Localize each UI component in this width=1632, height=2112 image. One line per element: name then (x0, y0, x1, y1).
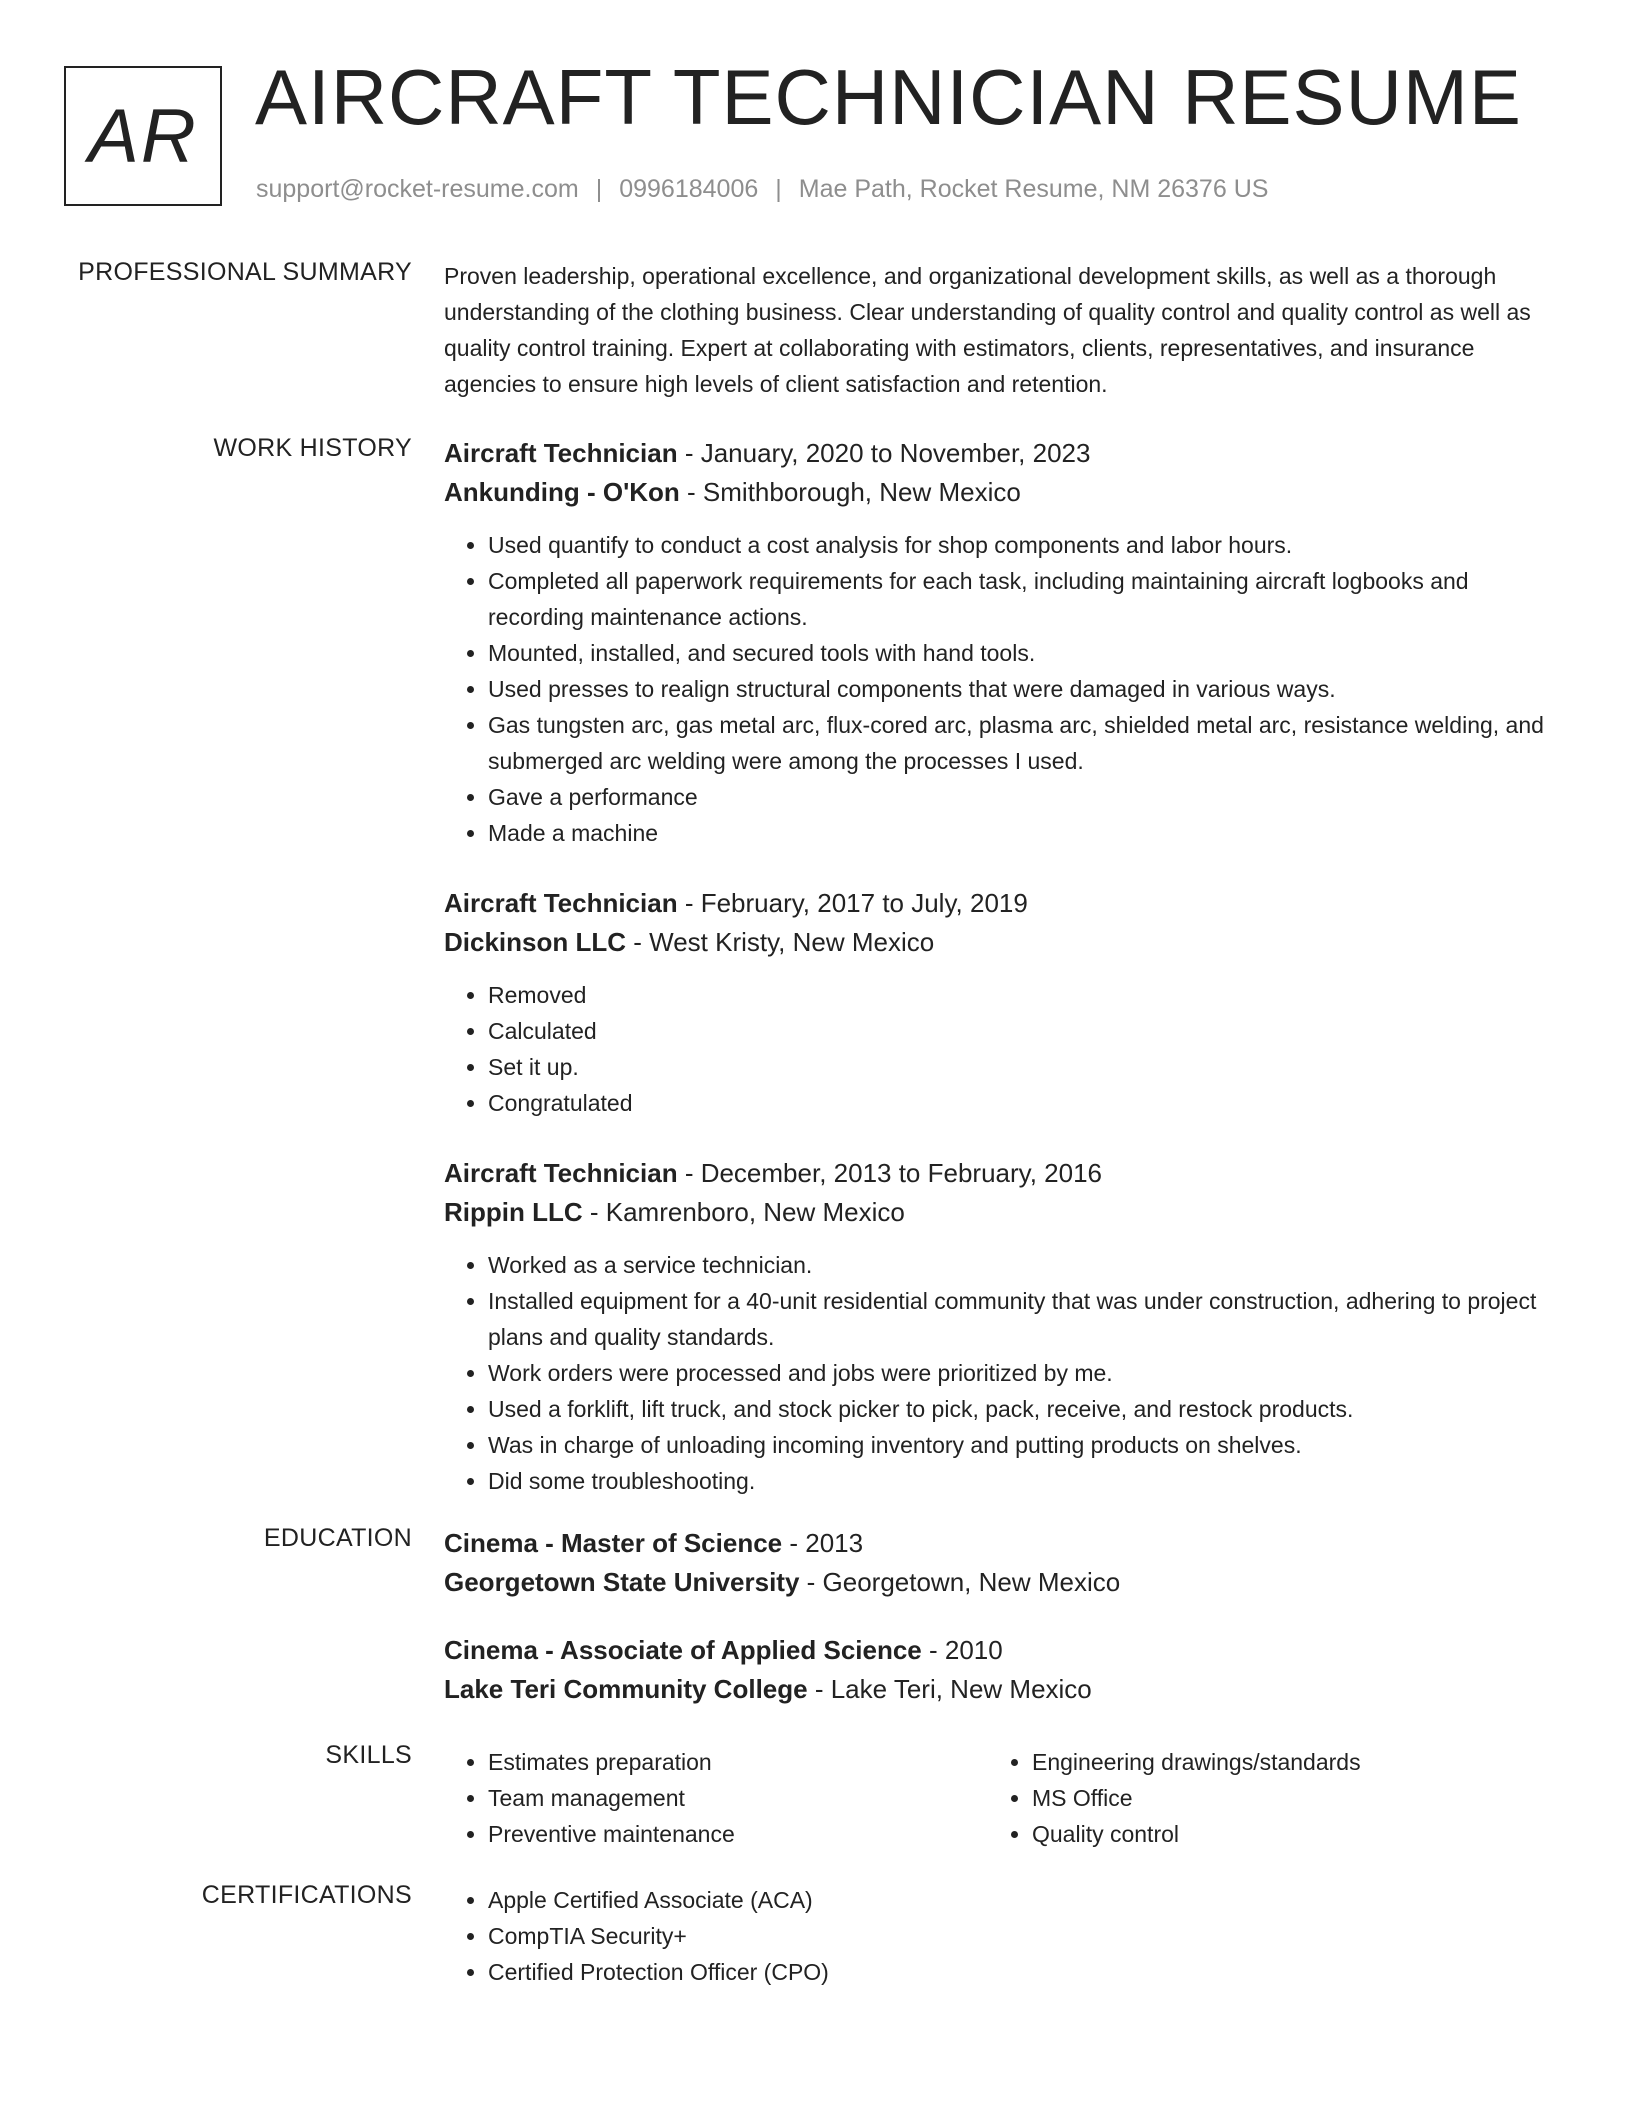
section-label-skills: SKILLS (325, 1741, 412, 1769)
job-bullet: • Was in charge of unloading incoming inventory and putting products on shelves. (488, 1427, 1559, 1463)
job-title: Aircraft Technician (444, 1158, 678, 1188)
contact-email[interactable]: support@rocket-resume.com (256, 175, 579, 203)
job-title-line (444, 884, 1559, 923)
job-entry (444, 884, 1559, 1121)
job-bullet: • Did some troubleshooting. (488, 1463, 1559, 1499)
monogram-badge: AR (64, 66, 222, 206)
job-bullet: • Mounted, installed, and secured tools with hand tools. (488, 635, 1559, 671)
job-dates: - January, 2020 to November, 2023 (677, 438, 1091, 468)
skills-list-left (444, 1744, 988, 1852)
job-bullet: • Completed all paperwork requirements for each task, including maintaining aircraft logbooks and recording maintenance actions. (488, 563, 1559, 635)
education-entry (444, 1524, 1559, 1602)
job-title: Aircraft Technician (444, 888, 678, 918)
skills-list-right (988, 1744, 1532, 1852)
certification-item: • Certified Protection Officer (CPO) (488, 1954, 1559, 1990)
job-title-line (444, 1154, 1559, 1193)
school-location: - Lake Teri, New Mexico (807, 1674, 1092, 1704)
school: Georgetown State University (444, 1567, 800, 1597)
contact-address: Mae Path, Rocket Resume, NM 26376 US (798, 175, 1269, 203)
job-title: Aircraft Technician (444, 438, 678, 468)
job-bullet: • Set it up. (488, 1049, 1559, 1085)
job-company-line (444, 1193, 1559, 1232)
job-location: - Smithborough, New Mexico (679, 477, 1021, 507)
job-company-line (444, 473, 1559, 512)
job-entry (444, 1154, 1559, 1499)
section-label-education: EDUCATION (263, 1524, 412, 1552)
school-line (444, 1563, 1559, 1602)
job-bullet: • Installed equipment for a 40-unit residential community that was under construction, adhering to project plans and quality standards. (488, 1283, 1559, 1355)
degree: Cinema - Associate of Applied Science (444, 1635, 922, 1665)
job-company-line (444, 923, 1559, 962)
contact-line (256, 175, 1268, 204)
section-label-summary: PROFESSIONAL SUMMARY (78, 258, 412, 286)
skill-item: • Quality control (1032, 1816, 1532, 1852)
contact-separator: | (775, 175, 782, 203)
school: Lake Teri Community College (444, 1674, 808, 1704)
contact-phone[interactable]: 0996184006 (619, 175, 759, 203)
job-bullet: • Made a machine (488, 815, 1559, 851)
skill-item: • Team management (488, 1780, 988, 1816)
job-bullets (444, 1247, 1559, 1499)
job-bullet: • Used a forklift, lift truck, and stock picker to pick, pack, receive, and restock products. (488, 1391, 1559, 1427)
job-bullet: • Congratulated (488, 1085, 1559, 1121)
school-line (444, 1670, 1559, 1709)
job-entry (444, 434, 1559, 851)
skill-item: • MS Office (1032, 1780, 1532, 1816)
resume-title: AIRCRAFT TECHNICIAN RESUME (255, 53, 1522, 141)
job-title-line (444, 434, 1559, 473)
skills-grid (444, 1744, 1559, 1852)
job-bullet: • Used presses to realign structural components that were damaged in various ways. (488, 671, 1559, 707)
skill-item: • Estimates preparation (488, 1744, 988, 1780)
certification-item: • Apple Certified Associate (ACA) (488, 1882, 1559, 1918)
job-bullet: • Removed (488, 977, 1559, 1013)
job-location: - West Kristy, New Mexico (626, 927, 935, 957)
degree-line (444, 1631, 1559, 1670)
summary-text: Proven leadership, operational excellence, and organizational development skills, as well as a thorough understanding of the clothing business. Clear understanding of quality control and quality control as well as quality control training. Expert at collaborating with estimators, clients, representatives, and insurance agencies to ensure high levels of client satisfaction and retention. (444, 263, 1531, 397)
skill-item: • Preventive maintenance (488, 1816, 988, 1852)
school-location: - Georgetown, New Mexico (799, 1567, 1121, 1597)
job-dates: - February, 2017 to July, 2019 (677, 888, 1028, 918)
job-bullet: • Worked as a service technician. (488, 1247, 1559, 1283)
skill-item: • Engineering drawings/standards (1032, 1744, 1532, 1780)
job-company: Dickinson LLC (444, 927, 627, 957)
contact-separator: | (595, 175, 603, 203)
degree-year: - 2013 (782, 1528, 864, 1558)
section-label-work-history: WORK HISTORY (213, 434, 412, 462)
job-bullets (444, 527, 1559, 851)
certification-item: • CompTIA Security+ (488, 1918, 1559, 1954)
degree-line (444, 1524, 1559, 1563)
job-location: - Kamrenboro, New Mexico (582, 1197, 905, 1227)
job-bullet: • Gave a performance (488, 779, 1559, 815)
job-company: Rippin LLC (444, 1197, 583, 1227)
job-bullet: • Calculated (488, 1013, 1559, 1049)
job-company: Ankunding - O'Kon (444, 477, 680, 507)
certifications-list (444, 1882, 1559, 1990)
job-dates: - December, 2013 to February, 2016 (677, 1158, 1103, 1188)
job-bullet: • Work orders were processed and jobs were prioritized by me. (488, 1355, 1559, 1391)
job-bullet: • Used quantify to conduct a cost analysis for shop components and labor hours. (488, 527, 1559, 563)
degree-year: - 2010 (921, 1635, 1003, 1665)
job-bullets (444, 977, 1559, 1121)
job-bullet: • Gas tungsten arc, gas metal arc, flux-cored arc, plasma arc, shielded metal arc, resistance welding, and submerged arc welding were among the processes I used. (488, 707, 1559, 779)
education-entry (444, 1631, 1559, 1709)
degree: Cinema - Master of Science (444, 1528, 783, 1558)
section-label-certifications: CERTIFICATIONS (201, 1881, 412, 1909)
